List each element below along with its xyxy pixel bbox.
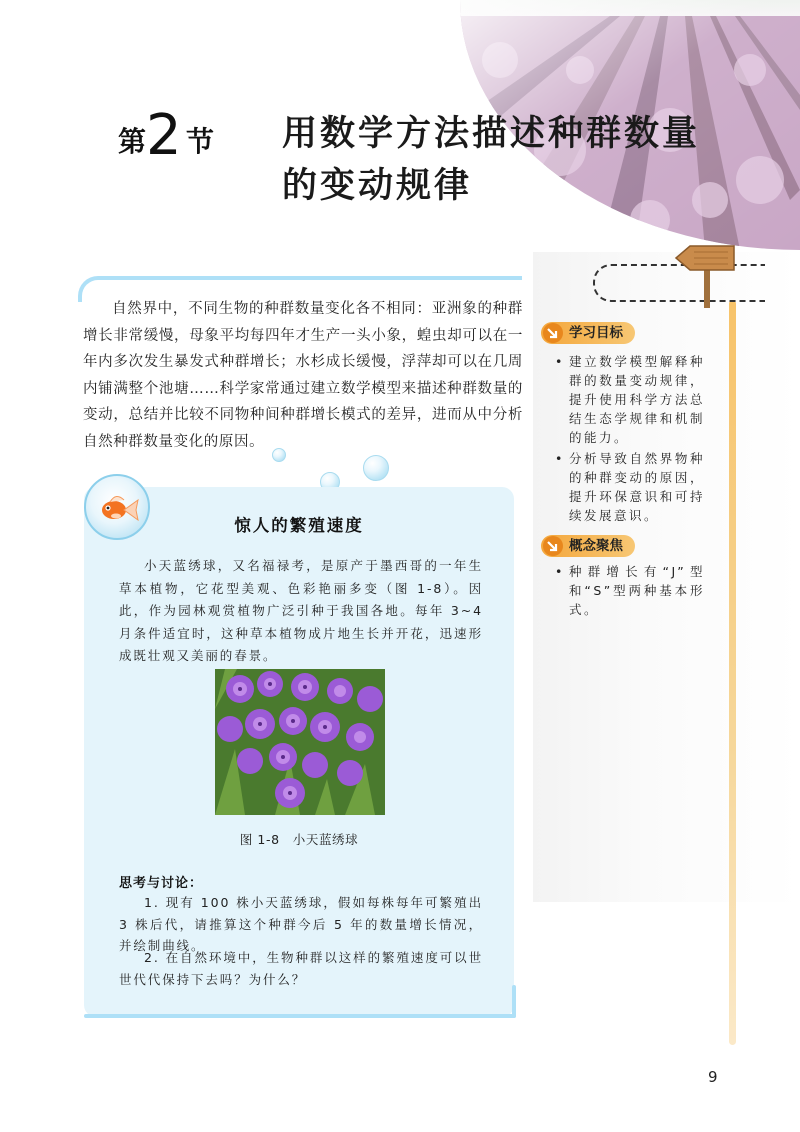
concepts-list [555,562,705,621]
box-title: 惊人的繁殖速度 [234,516,364,535]
concepts-label: 概念聚焦 [569,538,623,554]
section-prefix: 第 [118,125,147,158]
concept-item: • 种群增长有“J”型和“S”型两种基本形式。 [555,562,705,619]
arrow-icon [543,323,563,343]
section-suffix: 节 [186,125,215,158]
page-title-line2: 的变动规律 [282,166,473,206]
page-title-line1: 用数学方法描述种群数量 [282,114,701,154]
box-border-right [512,985,516,1018]
goals-label: 学习目标 [569,325,623,341]
box-paragraph: 小天蓝绣球，又名福禄考，是原产于墨西哥的一年生草本植物，它花型美观、色彩艳丽多变（图 1-8）。因此，作为园林观赏植物广泛引种于我国各地。每年 3~4 月条件适宜时，这种草本植物成片地生长并开花，迅速形成既壮观又美丽的春景。 [119,558,483,663]
section-digit: 2 [146,103,182,168]
discussion-question: 1. 现有 100 株小天蓝绣球，假如每株每年可繁殖出 3 株后代，请推算这个种群今后 5 年的数量增长情况，并绘制曲线。 [119,895,483,953]
page-number: 9 [708,1068,718,1086]
discussion-question: 2. 在自然环境中，生物种群以这样的繁殖速度可以世世代代保持下去吗？为什么？ [119,950,483,987]
discussion-heading: 思考与讨论： [119,876,204,891]
intro-paragraph: 自然界中，不同生物的种群数量变化各不相同：亚洲象的种群增长非常缓慢，母象平均每四年才生产一头小象，蝗虫却可以在一年内多次发生暴发式种群增长；水杉成长缓慢，浮萍却可以在几周内铺满整个池塘……科学家常通过建立数学模型来描述种群数量的变动，总结并比较不同物种间种群增长模式的差异，进而从中分析自然种群数量变化的原因。 [83,301,523,450]
bubble-decoration [272,448,286,462]
page-title [282,108,722,212]
box-border-bottom [84,1014,516,1018]
bubble-decoration [363,455,389,481]
goals-list [555,352,705,527]
goal-item: • 分析导致自然界物种的种群变动的原因，提升环保意识和可持续发展意识。 [555,449,705,525]
arrow-icon [543,536,563,556]
concepts-badge [541,535,635,557]
sidebar-accent-bar [729,300,736,1045]
signpost-icon [672,238,742,312]
goal-item: • 建立数学模型解释种群的数量变动规律，提升使用科学方法总结生态学规律和机制的能力。 [555,352,705,447]
phlox-flower-photo [215,669,385,815]
goals-badge [541,322,635,344]
figure-caption: 图 1-8 小天蓝绣球 [239,832,359,847]
